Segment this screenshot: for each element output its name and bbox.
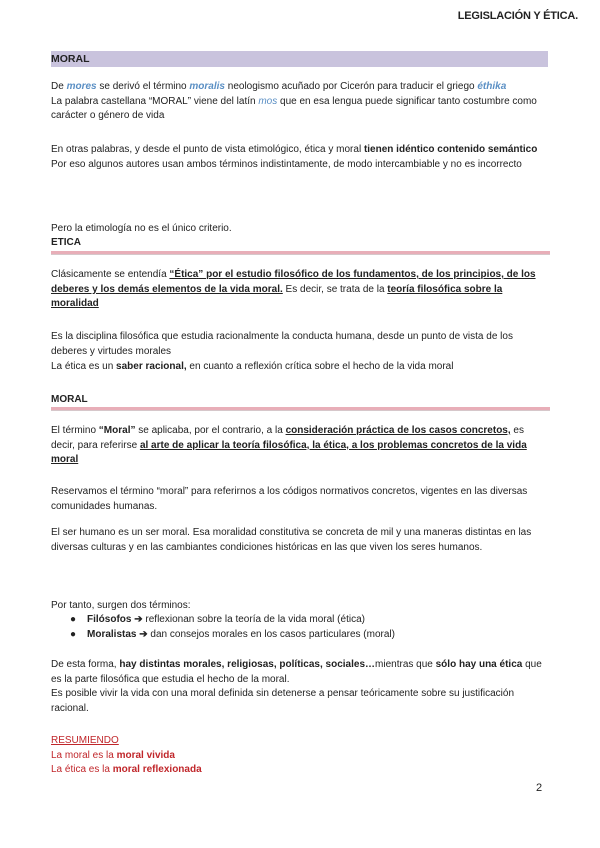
- arrow-right-icon: ➔: [139, 628, 148, 640]
- paragraph-etymology: De mores se derivó el término moralis neologismo acuñado por Cicerón para traducir el griego éthika La palabra castellana “MORAL” viene del latín mos que en esa lengua puede significar tanto costumbre como carácter o género de vida: [51, 81, 537, 122]
- paragraph-etica-definition: Clásicamente se entendía “Ética” por el estudio filosófico de los fundamentos, de los principios, de los deberes y los demás elementos de la vida moral. Es decir, se trata de la teoría filosófica sobre la moralidad: [51, 269, 536, 310]
- summary-block: RESUMIENDO La moral es la moral vivida La ética es la moral reflexionada: [51, 735, 202, 776]
- paragraph-criterion: Pero la etimología no es el único criterio.: [51, 223, 232, 234]
- arrow-right-icon: ➔: [134, 614, 143, 625]
- term-moralis: moralis: [189, 81, 225, 92]
- term-ethika: éthika: [477, 81, 507, 92]
- section-heading-band: [51, 51, 548, 67]
- page-number: 2: [536, 782, 543, 794]
- section-heading-moral-2: MORAL: [51, 394, 88, 405]
- bullet-icon: ●: [70, 628, 77, 640]
- paragraph-etica-rational: La ética es un saber racional, en cuanto a reflexión crítica sobre el hecho de la vida moral: [51, 361, 454, 372]
- term-mos: mos: [258, 95, 278, 107]
- paragraph-conclusion: De esta forma, hay distintas morales, religiosas, políticas, sociales…mientras que sólo hay una ética que es la parte filosófica que estudia el hecho de la moral. Es posible vivir la vida con una moral definida sin detenerse a pensar teóricamente sobre su justificación racional.: [51, 659, 542, 714]
- summary-title: RESUMIENDO: [51, 735, 119, 746]
- paragraph-etica-discipline: Es la disciplina filosófica que estudia racionalmente la conducta humana, desde un punto de vista de los deberes y virtudes morales: [51, 331, 513, 357]
- paragraph-semantic: En otras palabras, y desde el punto de vista etimológico, ética y moral tienen idéntico contenido semántico Por eso algunos autores usan ambos términos indistintamente, de modo intercambiable y no es incorrecto: [51, 144, 538, 170]
- list-item: ● Filósofos ➔ reflexionan sobre la teoría de la vida moral (ética): [70, 613, 395, 628]
- paragraph-moral-codes: Reservamos el término “moral” para referirnos a los códigos normativos concretos, vigentes en las diversas comunidades humanas.: [51, 486, 528, 512]
- document-header-title: LEGISLACIÓN Y ÉTICA.: [457, 10, 578, 22]
- list-item: ● Moralistas ➔ dan consejos morales en los casos particulares (moral): [70, 628, 395, 643]
- paragraph-moral-being: El ser humano es un ser moral. Esa moralidad constitutiva se concreta de mil y una maneras distintas en las diversas culturas y en las cambiantes condiciones históricas en las que viven los seres humanos.: [51, 527, 532, 553]
- section-divider: [51, 407, 550, 411]
- bullet-icon: ●: [70, 614, 77, 625]
- terms-list: [70, 613, 395, 642]
- section-divider: [51, 251, 550, 255]
- term-mores: mores: [66, 81, 97, 92]
- paragraph-moral-definition: El término “Moral” se aplicaba, por el contrario, a la consideración práctica de los casos concretos, es decir, para referirse al arte de aplicar la teoría filosófica, la ética, a los problemas concretos de la vida moral: [51, 425, 527, 466]
- section-heading-etica: ETICA: [51, 237, 81, 248]
- paragraph-two-terms: Por tanto, surgen dos términos:: [51, 600, 191, 611]
- section-heading-moral: MORAL: [51, 53, 90, 65]
